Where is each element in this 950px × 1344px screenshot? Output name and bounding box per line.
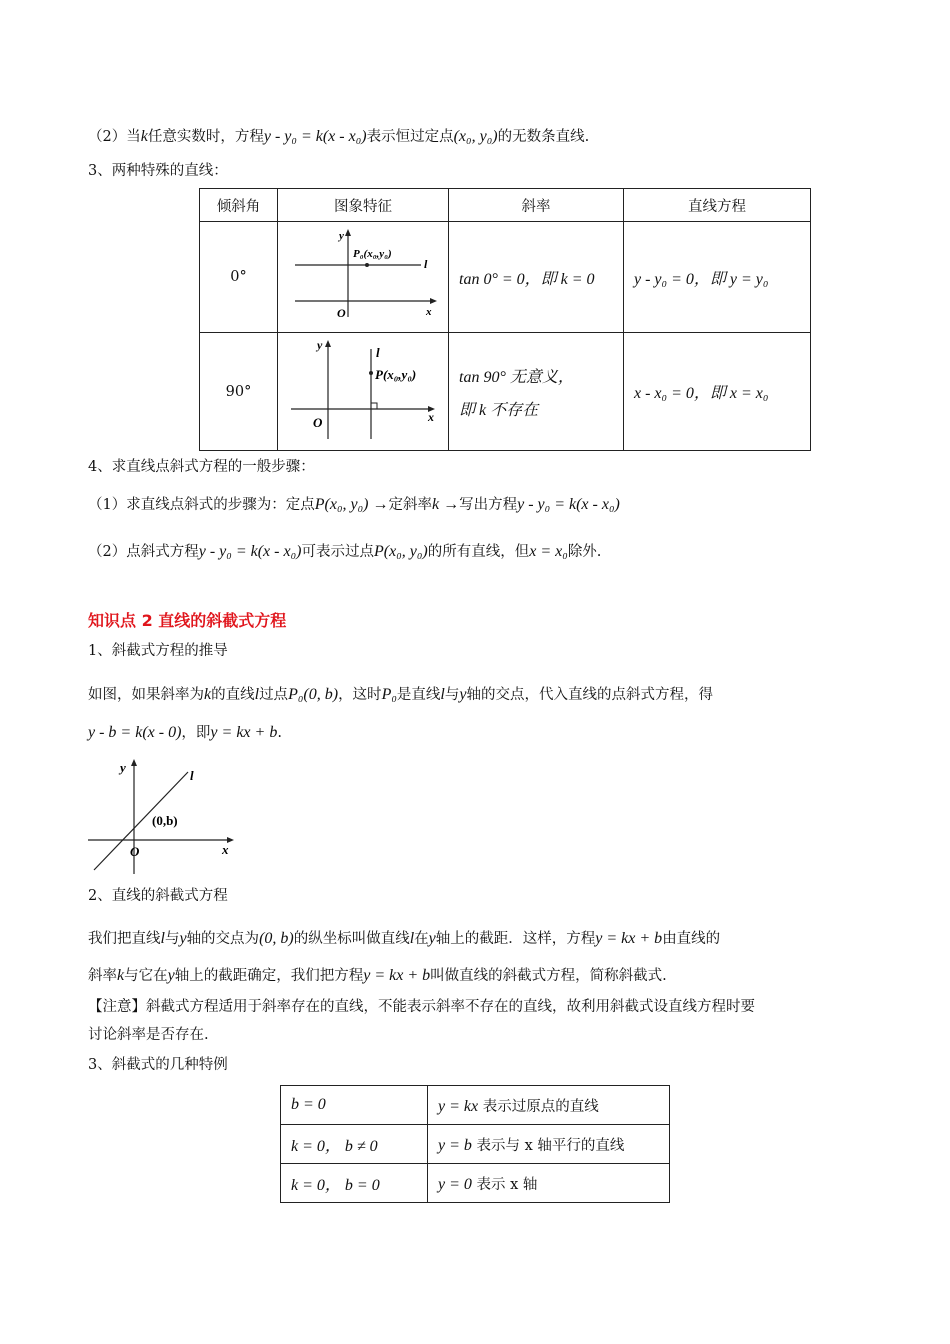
svg-text:y: y (120, 760, 126, 775)
table-row (200, 222, 811, 333)
table-row (200, 333, 811, 451)
svg-text:P(x₀,y₀): P(x₀,y₀) (375, 366, 417, 382)
para-note: 【注意】斜截式方程适用于斜率存在的直线，不能表示斜率不存在的直线，故利用斜截式设直线方程时要 (88, 999, 755, 1015)
para-two-special-lines: 3、两种特殊的直线： (88, 163, 228, 179)
angle-cell: 90° (200, 333, 278, 451)
section-heading: 知识点 2 直线的斜截式方程 (88, 611, 287, 630)
special-lines-table (199, 188, 811, 451)
equation-cell: x - x₀ = 0，即 x = x₀ (624, 333, 811, 451)
para-steps-1: （1）求直线点斜式的步骤为：定点P(x₀, y₀) →定斜率k →写出方程y - y₀ = k(x - x₀) (88, 496, 620, 513)
para-point-slope-fixed: （2）当k任意实数时，方程y - y₀ = k(x - x₀)表示恒过定点(x₀, y₀)的无数条直线. (88, 128, 590, 145)
svg-text:x: x (222, 842, 229, 857)
header-equation: 直线方程 (624, 189, 811, 222)
para-intercept-def: 我们把直线l与y轴的交点为(0, b)的纵坐标叫做直线l在y轴上的截距．这样，方程y = kx + b由直线的 (88, 930, 721, 947)
figure-cell (278, 222, 449, 333)
svg-text:l: l (190, 768, 194, 783)
svg-text:P₀(x₀,y₀): P₀(x₀,y₀) (353, 248, 392, 260)
para-steps-2: （2）点斜式方程y - y₀ = k(x - x₀)可表示过点P(x₀, y₀)的所有直线，但x = x₀除外. (88, 543, 602, 560)
header-slope: 斜率 (449, 189, 624, 222)
header-angle: 倾斜角 (200, 189, 278, 222)
vertical-line-figure (283, 335, 443, 445)
header-figure: 图象特征 (278, 189, 449, 222)
para-note-2: 讨论斜率是否存在. (88, 1027, 209, 1043)
svg-text:l: l (424, 257, 428, 271)
para-steps-title: 4、求直线点斜式方程的一般步骤： (88, 459, 315, 475)
slope-intercept-figure (84, 756, 244, 878)
svg-text:O: O (337, 306, 346, 320)
slope-cell: tan 90° 无意义， 即 k 不存在 (449, 333, 624, 451)
table-row: k = 0， b = 0 y = 0 表示 x 轴 (281, 1164, 670, 1203)
para-intercept-def-2: 斜率k与它在y轴上的截距确定，我们把方程y = kx + b叫做直线的斜截式方程，简称斜截式. (88, 967, 667, 984)
svg-text:x: x (428, 409, 434, 424)
para-derivation-result: y - b = k(x - 0)，即y = kx + b. (88, 724, 282, 741)
svg-text:(0,b): (0,b) (152, 813, 178, 828)
para-special-cases-title: 3、斜截式的几种特例 (88, 1057, 228, 1073)
para-derivation: 如图，如果斜率为k的直线l过点P₀(0, b)，这时P₀是直线l与y轴的交点，代入直线的点斜式方程，得 (88, 686, 713, 703)
horizontal-line-figure (283, 225, 443, 325)
special-cases-table (280, 1085, 670, 1203)
equation-cell: y - y₀ = 0，即 y = y₀ (624, 222, 811, 333)
slope-cell: tan 0° = 0，即 k = 0 (449, 222, 624, 333)
svg-text:y: y (339, 230, 344, 242)
table-row: b = 0 y = kx 表示过原点的直线 (281, 1086, 670, 1125)
svg-text:O: O (130, 844, 140, 859)
para-slope-intercept-title: 2、直线的斜截式方程 (88, 888, 228, 904)
figure-cell (278, 333, 449, 451)
svg-text:O: O (313, 414, 323, 430)
table-row: k = 0， b ≠ 0 y = b 表示与 x 轴平行的直线 (281, 1125, 670, 1164)
svg-text:x: x (426, 306, 432, 318)
angle-cell: 0° (200, 222, 278, 333)
svg-text:l: l (376, 344, 380, 360)
para-derivation-title: 1、斜截式方程的推导 (88, 643, 228, 659)
svg-text:y: y (317, 337, 323, 352)
